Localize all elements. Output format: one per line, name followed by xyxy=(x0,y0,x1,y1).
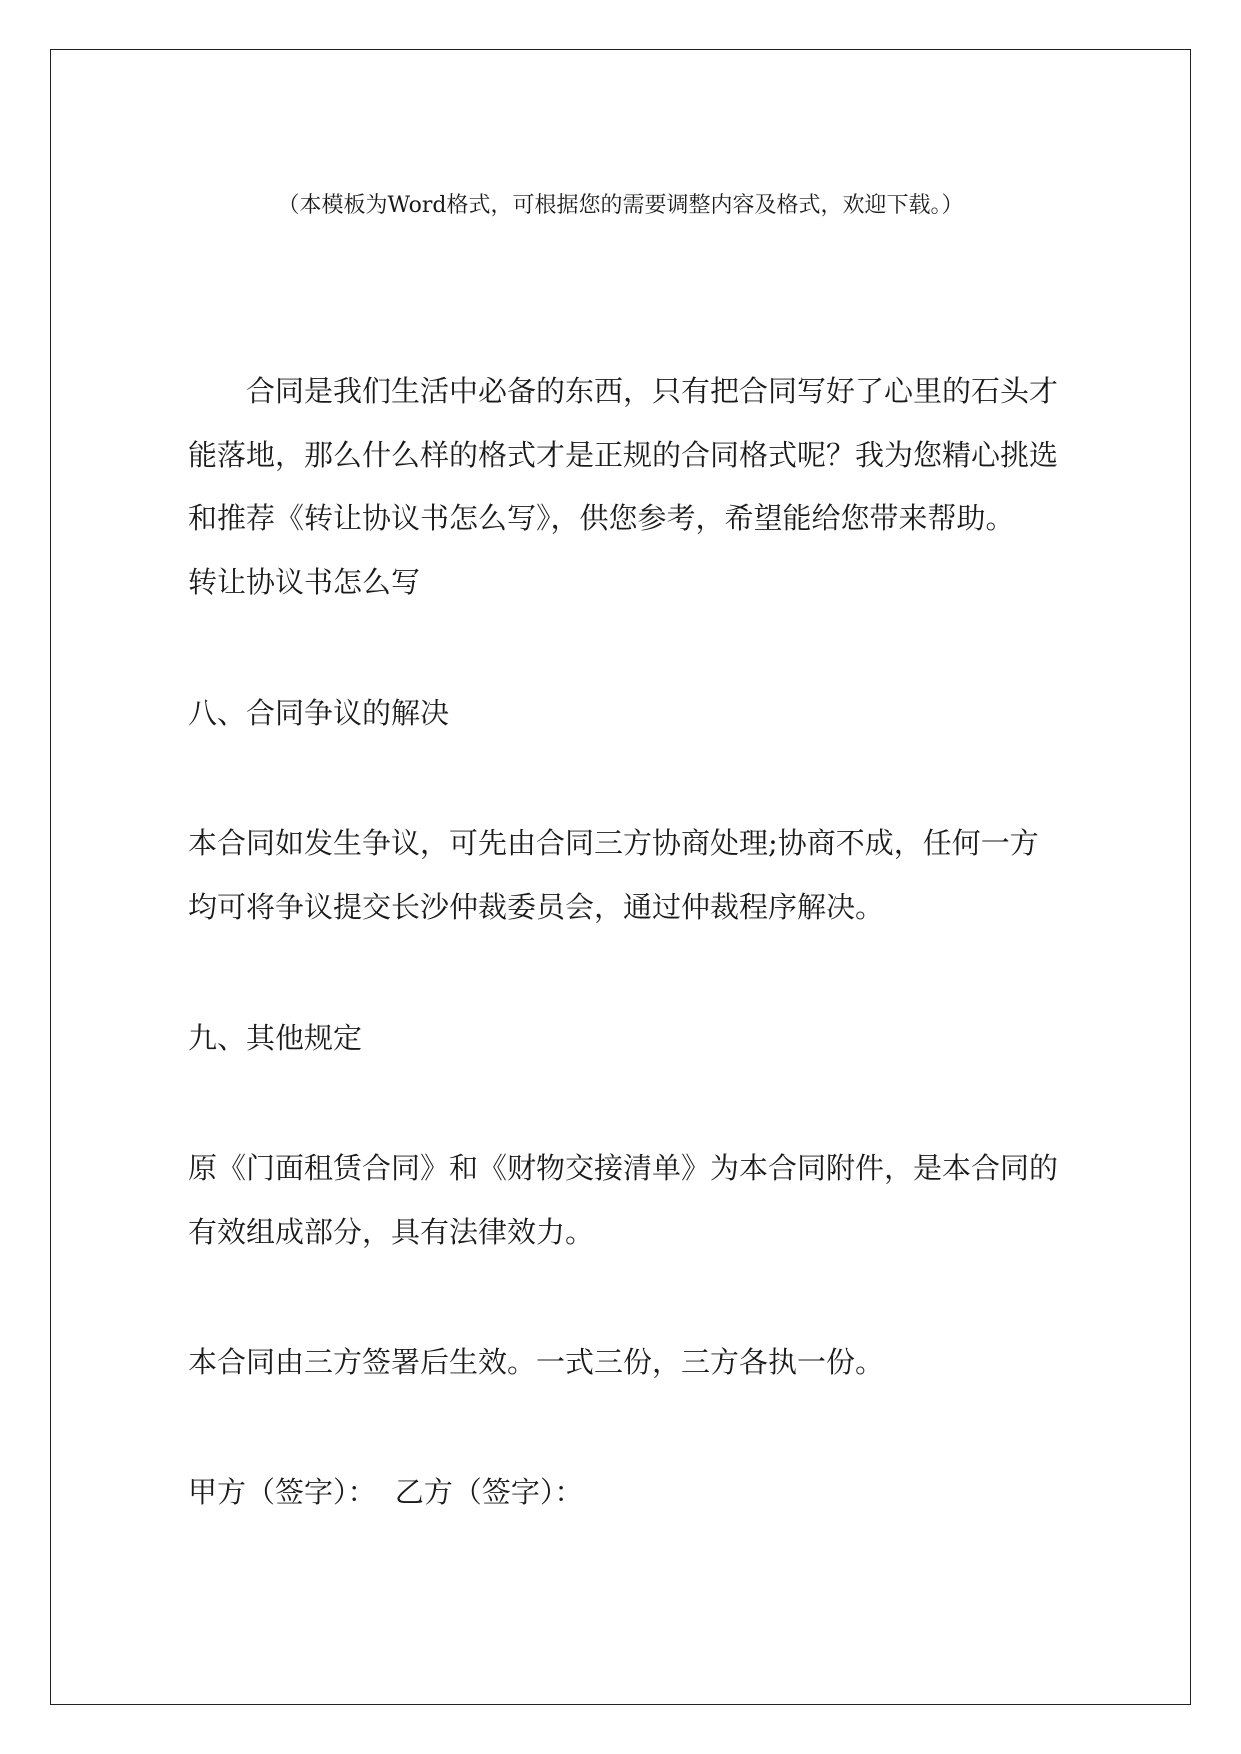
document-title: 转让协议书怎么写 xyxy=(188,565,421,599)
section-8-line-1: 本合同如发生争议，可先由合同三方协商处理;协商不成，任何一方 xyxy=(188,826,1039,860)
intro-line-2: 能落地，那么什么样的格式才是正规的合同格式呢？我为您精心挑选 xyxy=(188,438,1059,472)
section-9-line-2: 有效组成部分，具有法律效力。 xyxy=(188,1215,595,1249)
effect-clause: 本合同由三方签署后生效。一式三份，三方各执一份。 xyxy=(188,1345,885,1379)
intro-line-1: 合同是我们生活中必备的东西，只有把合同写好了心里的石头才 xyxy=(246,374,1059,408)
section-8-line-2: 均可将争议提交长沙仲裁委员会，通过仲裁程序解决。 xyxy=(188,890,885,924)
section-8-heading: 八、合同争议的解决 xyxy=(188,696,450,730)
page-border xyxy=(50,49,1191,1705)
section-9-heading: 九、其他规定 xyxy=(188,1021,363,1055)
intro-line-3: 和推荐《转让协议书怎么写》，供您参考，希望能给您带来帮助。 xyxy=(188,501,1015,535)
template-notice: （本模板为Word格式，可根据您的需要调整内容及格式，欢迎下载。） xyxy=(277,193,964,218)
signature-line: 甲方（签字）： 乙方（签字）： xyxy=(188,1475,584,1509)
section-9-line-1: 原《门面租赁合同》和《财物交接清单》为本合同附件，是本合同的 xyxy=(188,1151,1059,1185)
